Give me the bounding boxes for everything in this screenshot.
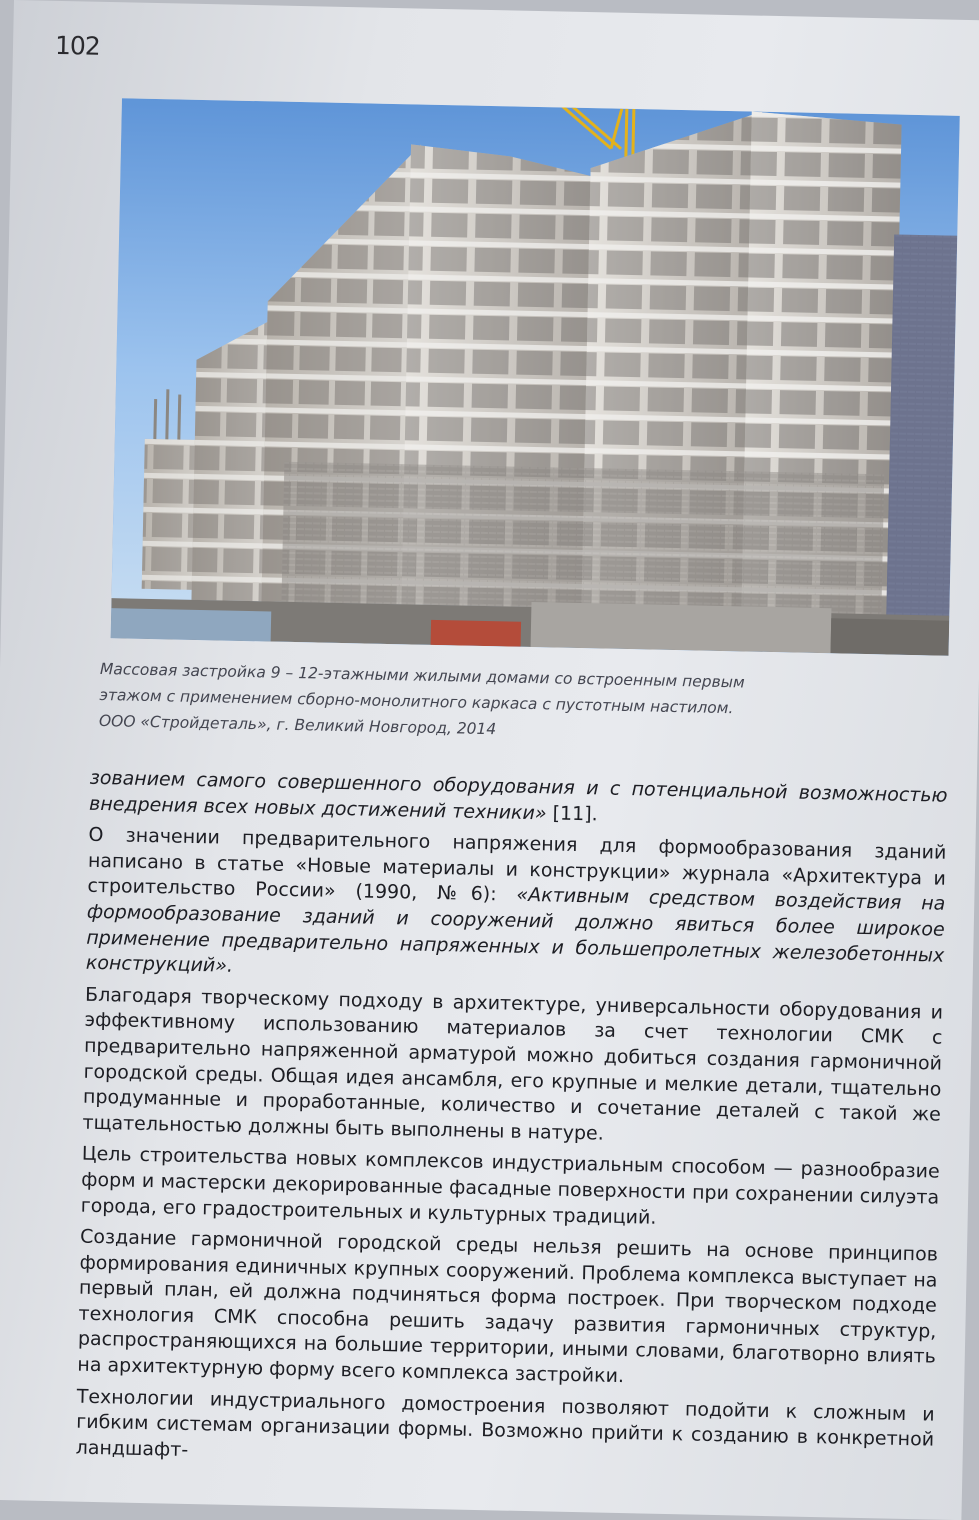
- construction-photo: [111, 98, 960, 655]
- paragraph: Технологии индустриального домостроения позволяют подойти к сложным и гибким системам организации формы. Возможно прийти к созданию в конкретной ландшафт-: [75, 1385, 935, 1461]
- caption-line: этажом с применением сборно-монолитного каркаса с пустотным настилом.: [99, 685, 734, 718]
- quoted-text: зованием самого совершенного оборудования и с потенциальной возможностью внедрения всех новых достижений техники»: [88, 766, 948, 824]
- body-text: [75, 766, 948, 1485]
- quoted-text: «Активным средством воздействия на формообразование зданий и сооружений должно явиться более широкое применение предварительно напряженных и большепролетных железобетонных конструкций».: [85, 884, 946, 977]
- caption-line: Массовая застройка 9 – 12-этажными жилыми домами со встроенным первым: [99, 659, 745, 692]
- reference-text: [11].: [546, 801, 598, 825]
- paragraph-lead: О значении предварительного напряжения для формообразования зданий написано в статье «Новые материалы и конструкции» журнала «Архитектура и строительство России» (1990, №6):: [87, 823, 947, 907]
- page-number: 102: [54, 30, 101, 61]
- building-under-construction-image: [111, 98, 960, 655]
- paragraph: [86, 823, 947, 994]
- paragraph: Благодаря творческому подходу в архитектуре, универсальности оборудования и эффективному использованию материалов за счет технологии СМК с предварительно напряженной арматурой можно добиться создания гармоничной городской среды. Общая идея ансамбля, его крупные и мелкие детали, тщательно продуманные и проработанные, количество и сочетание деталей с такой же тщательностью должны быть выполнены в натуре.: [82, 983, 944, 1145]
- paragraph: Создание гармоничной городской среды нельзя решить на основе принципов формирования единичных крупных сооружений. Проблема комплекса выступает на первый план, ей должна подчиняться форма построек. При творческом подходе технология СМК способна решить задачу развития гармоничных структур, распространяющихся на большие территории, иными словами, благотворно влиять на архитектурную форму всего комплекса застройки.: [77, 1225, 939, 1388]
- caption-line: ООО «Стройдеталь», г. Великий Новгород, 2014: [98, 711, 497, 739]
- photo-caption: [99, 656, 870, 750]
- paragraph: [89, 766, 948, 835]
- paragraph: Цель строительства новых комплексов индустриальным способом — разнообразие форм и мастерски декорированные фасадные поверхности при сохранении силуэта города, его градостроительных и культурных традиций.: [80, 1142, 940, 1229]
